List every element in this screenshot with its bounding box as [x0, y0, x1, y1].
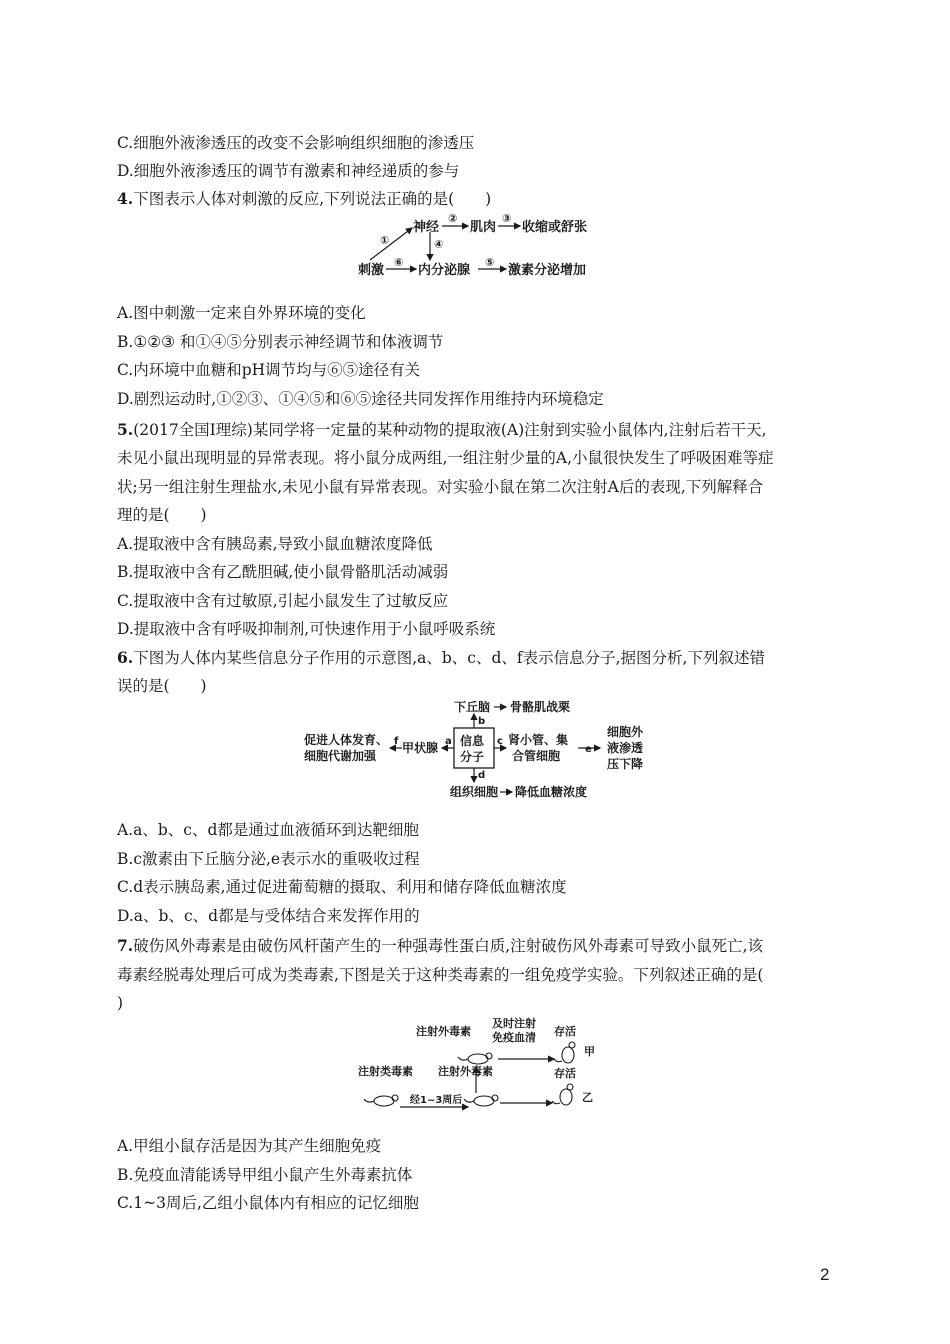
q6-option-a: A.a、b、c、d都是通过血液循环到达靶细胞: [117, 821, 419, 839]
q5-option-a: A.提取液中含有胰岛素,导致小鼠血糖浓度降低: [117, 535, 433, 553]
fig6-center-line2: 分子: [460, 750, 485, 764]
question-number: 7.: [117, 936, 134, 955]
fig4-label-5: ⑤: [485, 256, 495, 269]
fig7-mouse-jia: [554, 1042, 575, 1063]
fig7-mouse-yi: [552, 1084, 573, 1105]
fig4-label-6: ⑥: [394, 256, 404, 269]
fig6-ecf-line2: 液渗透: [607, 741, 644, 755]
question-number: 5.: [117, 420, 134, 439]
fig4-label-3: ③: [502, 212, 512, 225]
q7-stem-line2: 毒素经脱毒处理后可成为类毒素,下图是关于这种类毒素的一组免疫学实验。下列叙述正确的是(: [117, 966, 764, 984]
q6-option-b: B.c激素由下丘脑分泌,e表示水的重吸收过程: [117, 850, 420, 868]
fig6-label-f: f: [394, 736, 399, 747]
fig6-lower-glucose: 降低血糖浓度: [515, 785, 588, 799]
q5-option-b: B.提取液中含有乙酰胆碱,使小鼠骨骼肌活动减弱: [117, 563, 449, 581]
q7-stem-line3: ): [117, 994, 124, 1012]
fig4-label-2: ②: [448, 212, 458, 225]
q4-stem: 4.下图表示人体对刺激的反应,下列说法正确的是( ): [117, 189, 492, 208]
fig6-label-e: e: [585, 744, 592, 755]
figure-q7-diagram: [350, 1015, 610, 1115]
question-number: 4.: [117, 189, 134, 208]
fig6-label-b: b: [478, 716, 486, 727]
fig7-mouse-2: [464, 1095, 498, 1106]
fig4-label-4: ④: [434, 238, 444, 251]
fig4-node-contract: 收缩或舒张: [522, 220, 588, 235]
fig6-effect-line2: 细胞代谢加强: [304, 749, 377, 763]
q5-stem-line2: 未见小鼠出现明显的异常表现。将小鼠分成两组,一组注射少量的A,小鼠很快发生了呼吸困难等症: [117, 449, 774, 467]
fig7-group-jia: 甲: [584, 1045, 595, 1058]
fig6-label-d: d: [478, 770, 486, 781]
q5-stem-line3: 状;另一组注射生理盐水,未见小鼠有异常表现。对实验小鼠在第二次注射A后的表现,下列解释合: [117, 478, 764, 496]
fig6-thyroid: 甲状腺: [402, 741, 439, 755]
q6-option-c: C.d表示胰岛素,通过促进葡萄糖的摄取、利用和储存降低血糖浓度: [117, 878, 567, 896]
q7-option-a: A.甲组小鼠存活是因为其产生细胞免疫: [117, 1137, 382, 1155]
fig6-ecf-line1: 细胞外: [607, 725, 644, 739]
fig6-tissue: 组织细胞: [450, 785, 499, 799]
fig7-serum-line2: 免疫血清: [492, 1031, 536, 1044]
fig6-shiver: 骨骼肌战栗: [510, 700, 571, 714]
fig7-inject-toxin-bottom: 注射外毒素: [438, 1065, 493, 1078]
fig4-arrow-1: [370, 228, 412, 260]
fig7-inject-toxoid: 注射类毒素: [358, 1065, 413, 1078]
q3-option-c: C.细胞外液渗透压的改变不会影响组织细胞的渗透压: [117, 134, 475, 152]
fig6-kidney-line1: 肾小管、集: [508, 733, 569, 747]
q7-stem-line1: 7.破伤风外毒素是由破伤风杆菌产生的一种强毒性蛋白质,注射破伤风外毒素可导致小鼠死亡,该: [117, 936, 764, 955]
fig7-weeks: 经1~3周后: [410, 1095, 463, 1106]
q4-option-b: B.①②③ 和①④⑤分别表示神经调节和体液调节: [117, 333, 444, 351]
q4-option-d: D.剧烈运动时,①②③、①④⑤和⑥⑤途径共同发挥作用维持内环境稳定: [117, 390, 604, 408]
fig7-survive-a: 存活: [554, 1025, 576, 1038]
fig7-mouse-1: [364, 1095, 398, 1106]
fig6-effect-line1: 促进人体发育、: [304, 733, 389, 747]
q3-option-d: D.细胞外液渗透压的调节有激素和神经递质的参与: [117, 162, 460, 180]
q6-stem-line1: 6.下图为人体内某些信息分子作用的示意图,a、b、c、d、f表示信息分子,据图分析,下列叙述错: [117, 648, 765, 667]
fig4-node-stimulus: 刺激: [358, 263, 385, 278]
q7-option-c: C.1~3周后,乙组小鼠体内有相应的记忆细胞: [117, 1194, 419, 1212]
fig6-label-c: c: [497, 736, 503, 747]
figure-q6-diagram: [300, 696, 660, 802]
q6-option-d: D.a、b、c、d都是与受体结合来发挥作用的: [117, 907, 420, 925]
fig7-inject-toxin-top: 注射外毒素: [416, 1025, 471, 1038]
q5-option-d: D.提取液中含有呼吸抑制剂,可快速作用于小鼠呼吸系统: [117, 620, 496, 638]
figure-q4-diagram: [350, 210, 600, 282]
fig4-label-1: ①: [380, 234, 390, 247]
question-number: 6.: [117, 648, 134, 667]
fig6-kidney-line2: 合管细胞: [512, 749, 561, 763]
q4-option-a: A.图中刺激一定来自外界环境的变化: [117, 304, 366, 322]
fig6-hypothalamus: 下丘脑: [454, 700, 491, 714]
fig4-node-gland: 内分泌腺: [418, 263, 471, 278]
q5-stem-line1: 5.(2017全国Ⅰ理综)某同学将一定量的某种动物的提取液(A)注射到实验小鼠体内,注射后若干天,: [117, 420, 767, 439]
fig4-node-hormone: 激素分泌增加: [508, 263, 587, 278]
fig6-center-line1: 信息: [460, 734, 485, 748]
fig6-ecf-line3: 压下降: [607, 757, 644, 771]
fig7-mouse-3: [458, 1053, 492, 1064]
fig6-label-a: a: [445, 736, 452, 747]
q5-stem-line4: 理的是( ): [117, 506, 207, 524]
q6-stem-line2: 误的是( ): [117, 677, 207, 695]
fig4-node-nerve: 神经: [413, 220, 440, 235]
fig4-node-muscle: 肌肉: [470, 220, 497, 235]
fig7-group-yi: 乙: [582, 1091, 593, 1104]
fig7-survive-b: 存活: [554, 1067, 576, 1080]
page-number: 2: [820, 1265, 830, 1284]
q7-option-b: B.免疫血清能诱导甲组小鼠产生外毒素抗体: [117, 1166, 413, 1184]
q5-option-c: C.提取液中含有过敏原,引起小鼠发生了过敏反应: [117, 592, 449, 610]
fig7-serum-line1: 及时注射: [492, 1017, 536, 1030]
q4-option-c: C.内环境中血糖和pH调节均与⑥⑤途径有关: [117, 361, 421, 379]
